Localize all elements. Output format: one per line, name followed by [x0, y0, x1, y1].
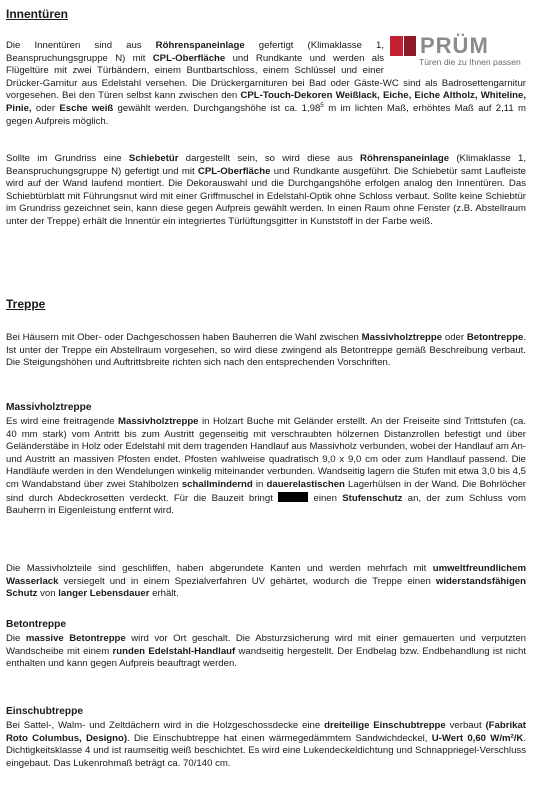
paragraph-treppe-intro: Bei Häusern mit Ober- oder Dachgeschossen haben Bauherren die Wahl zwischen Massivholztreppe oder Betontreppe. Ist unter der Treppe ein Abstellraum vorgesehen, so wird diese zwingend als Betontreppe gemäß Beschreibung verbaut. Die Steigungshöhen und Auftrittsbreite richten sich nach den entsprechenden Vorschriften.: [6, 332, 526, 369]
paragraph-massivholztreppe-1: Es wird eine freitragende Massivholztreppe in Holzart Buche mit Geländer erstellt. An der Freiseite sind Trittstufen (ca. 40 mm stark) vom Antritt bis zum Austritt gegenseitig mit verschraubten hölzernen Distanzrollen befestigt und über Geländerstäbe in Holz oder Edelstahl mit dem tragenden Handlauf aus Massivholz verbunden, wobei der Handlauf am An- und Austritt an massiven Pfosten endet. Pfosten wahlweise quadratisch 9,0 x 9,0 cm oder zum Handlauf passend. Die Handläufe werden in den Wendelungen winkelig miteinander verbunden. Wandseitig lagern die Stufen mit etwa 3,0 bis 4,5 cm Wandabstand über zwei Stahlbolzen schallmindernd in dauerelastischen Lagerhülsen in der Wand. Die Bohrlöcher sind durch Abdeckrosetten verdeckt. Für die Bauzeit bringt einen Stufenschutz an, der zum Schluss vom Bauherrn in Eigenleistung entfernt wird.: [6, 416, 526, 517]
subheading-massivholztreppe: Massivholztreppe: [6, 402, 92, 413]
paragraph-massivholztreppe-2: Die Massivholzteile sind geschliffen, haben abgerundete Kanten und werden mehrfach mit umweltfreundlichem Wasserlack versiegelt und in einem Spezialverfahren UV gehärtet, wodurch die Treppe einen widerstandsfähigen Schutz von langer Lebensdauer erhält.: [6, 563, 526, 600]
subheading-einschubtreppe: Einschubtreppe: [6, 706, 83, 717]
paragraph-einschubtreppe: Bei Sattel-, Walm- und Zeltdächern wird in die Holzgeschossdecke eine dreiteilige Einschubtreppe verbaut (Fabrikat Roto Columbus, Designo). Die Einschubtreppe hat einen wärmegedämmtem Sandwichdeckel, U-Wert 0,60 W/m²/K. Dichtigkeitsklasse 4 und ist raumseitig weiß beschichtet. Es wird eine Lukendeckeldichtung und Schnappriegel-Verschluss eingebaut. Das Lukenrohmaß beträgt ca. 70/140 cm.: [6, 720, 526, 769]
section-heading-innentueren: Innentüren: [6, 7, 68, 21]
redaction-bar: [278, 492, 308, 502]
section-heading-treppe: Treppe: [6, 297, 46, 311]
logo-spacer: [384, 40, 526, 76]
paragraph-betontreppe: Die massive Betontreppe wird vor Ort geschalt. Die Absturzsicherung wird mit einer gemauerten und verputzten Wandscheibe mit einem runden Edelstahl-Handlauf wandseitig hergestellt. Der Endbelag bzw. Endbehandlung ist nicht enthalten und kann gegen Aufpreis beauftragt werden.: [6, 633, 526, 670]
paragraph-innentueren-1: Die Innentüren sind aus Röhrenspaneinlage gefertigt (Klimaklasse 1, Beanspruchungsgruppe N) mit CPL-Oberfläche und Rundkante und werden als Flügeltüre mit zwei Türbändern, einem Buntbartschloss, einem Schlüssel und einer Drücker-Garnitur aus Edelstahl versehen. Die Drückergarnituren bei Bad oder Gäste-WC sind als Badrosettengarnitur vorgesehen. Bei den Türen selbst kann zwischen den CPL-Touch-Dekoren Weißlack, Eiche, Eiche Altholz, Whiteline, Pinie, oder Esche weiß gewählt werden. Durchgangshöhe ist ca. 1,98$^5$ m im lichten Maß, erhöhtes Maß auf 2,11 m gegen Aufpreis möglich.: [6, 40, 526, 127]
subheading-betontreppe: Betontreppe: [6, 619, 66, 630]
logo-name: PRÜM: [420, 33, 489, 58]
paragraph-innentueren-2: Sollte im Grundriss eine Schiebetür dargestellt sein, so wird diese aus Röhrenspaneinlage (Klimaklasse 1, Beanspruchungsgruppe N) gefertigt und mit CPL-Oberfläche und Rundkante ausgeführt. Die Schiebetür samt Laufleiste wird auf der Wand laufend montiert. Die Dekorauswahl und die Durchgangshöhe erfolgen analog den Innentüren. Das Schiebtürblatt mit Führungsnut wird mit einer Griffmuschel in Edelstahl-Optik ohne Schloss verbaut. Sollte keine Schiebtür im Grundriss gezeichnet sein, kann diese gegen Aufpreis gewählt werden. In einen Raum ohne Fenster (z.B. Abstellraum unter der Treppe) erhält die Innentür ein integriertes Türlüftungsgitter in Kunststoff in der Farbe weiß.: [6, 153, 526, 227]
logo-tagline: Türen die zu Ihnen passen: [419, 57, 521, 67]
